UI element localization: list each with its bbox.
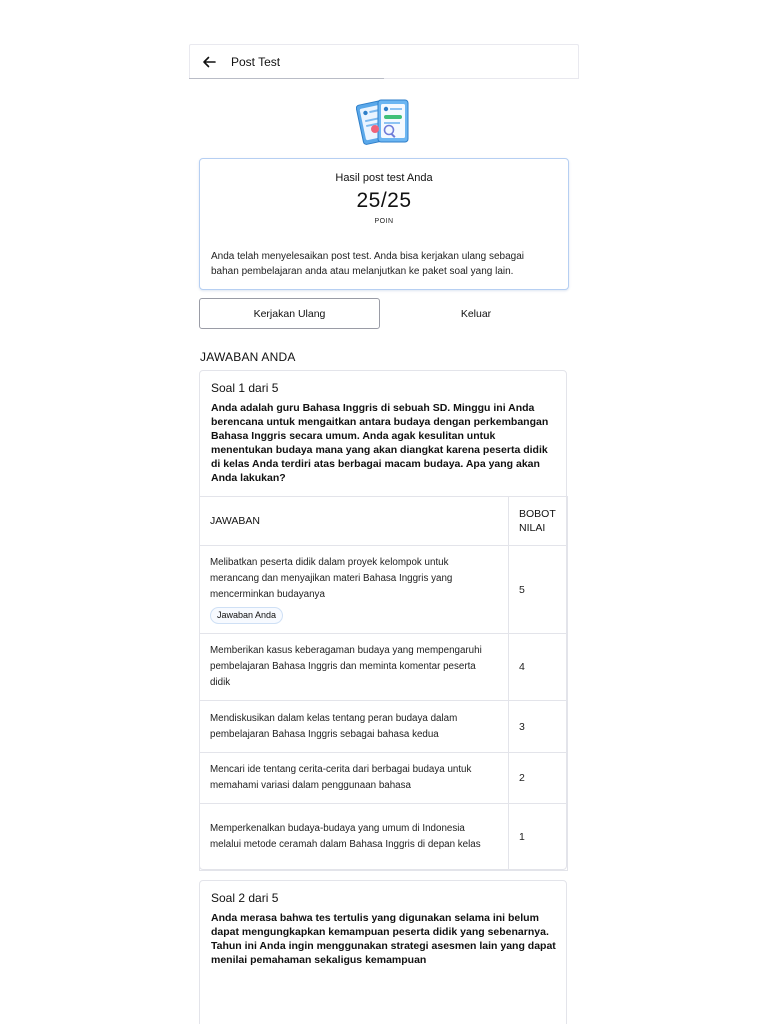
page-title: Post Test — [231, 55, 281, 69]
answer-cell: Memperkenalkan budaya-budaya yang umum di Indonesia melalui metode ceramah dalam Bahasa Inggris di depan kelas — [200, 804, 509, 871]
table-row — [200, 753, 568, 804]
question-card-2 — [199, 880, 567, 1024]
result-unit: POIN — [374, 218, 394, 225]
app-bar — [189, 44, 579, 79]
exit-button[interactable]: Keluar — [460, 307, 492, 320]
result-score: 25/25 — [356, 189, 412, 212]
progress-bar-fill — [189, 78, 384, 79]
table-row — [200, 546, 568, 634]
your-answer-badge: Jawaban Anda — [210, 607, 283, 624]
result-message: Anda telah menyelesaikan post test. Anda bisa kerjakan ulang sebagai bahan pembelajaran anda atau melanjutkan ke paket soal yang lain. — [211, 251, 524, 277]
answer-cell: Memberikan kasus keberagaman budaya yang mempengaruhi pembelajaran Bahasa Inggris dan meminta komentar peserta didik — [200, 634, 509, 701]
question-text: Anda merasa bahwa tes tertulis yang digunakan selama ini belum dapat mengungkapkan kemampuan peserta didik yang sebenarnya. Tahun ini Anda ingin menggunakan strategi asesmen lain yang dapat menilai pemahaman sekaligus kemampuan — [211, 912, 556, 966]
arrow-left-icon[interactable] — [200, 53, 218, 71]
weight-cell: 1 — [509, 804, 568, 871]
result-label: Hasil post test Anda — [335, 172, 433, 184]
weight-cell: 4 — [509, 634, 568, 701]
table-row — [200, 804, 568, 871]
answer-cell: Mencari ide tentang cerita-cerita dari berbagai budaya untuk memahami variasi dalam penggunaan bahasa — [200, 753, 509, 804]
answer-cell — [200, 546, 509, 634]
answer-column-header: JAWABAN — [200, 497, 509, 546]
result-card — [199, 158, 569, 290]
question-heading: Soal 1 dari 5 — [211, 381, 279, 395]
weight-cell: 2 — [509, 753, 568, 804]
retry-button[interactable]: Kerjakan Ulang — [199, 298, 380, 329]
answer-text: Melibatkan peserta didik dalam proyek kelompok untuk merancang dan menyajikan materi Bahasa Inggris yang mencerminkan budayanya — [210, 557, 453, 600]
weight-cell: 3 — [509, 701, 568, 753]
test-document-illustration — [356, 96, 414, 152]
progress-bar — [189, 78, 579, 79]
weight-column-header: BOBOT NILAI — [509, 497, 568, 546]
section-title: JAWABAN ANDA — [200, 350, 296, 364]
table-row — [200, 701, 568, 753]
table-row — [200, 634, 568, 701]
answer-cell: Mendiskusikan dalam kelas tentang peran budaya dalam pembelajaran Bahasa Inggris sebagai bahasa kedua — [200, 701, 509, 753]
question-text: Anda adalah guru Bahasa Inggris di sebuah SD. Minggu ini Anda berencana untuk mengaitkan antara budaya dengan perkembangan Bahasa Inggris secara umum. Anda agak kesulitan untuk menentukan budaya mana yang akan diangkat karena peserta didik di kelas Anda terdiri atas berbagai macam budaya. Apa yang akan Anda lakukan? — [211, 402, 549, 484]
question-heading: Soal 2 dari 5 — [211, 891, 279, 905]
weight-cell: 5 — [509, 546, 568, 634]
answer-table — [199, 496, 568, 871]
table-header-row — [200, 497, 568, 546]
question-card-1 — [199, 370, 567, 870]
app-screen — [189, 44, 579, 1024]
